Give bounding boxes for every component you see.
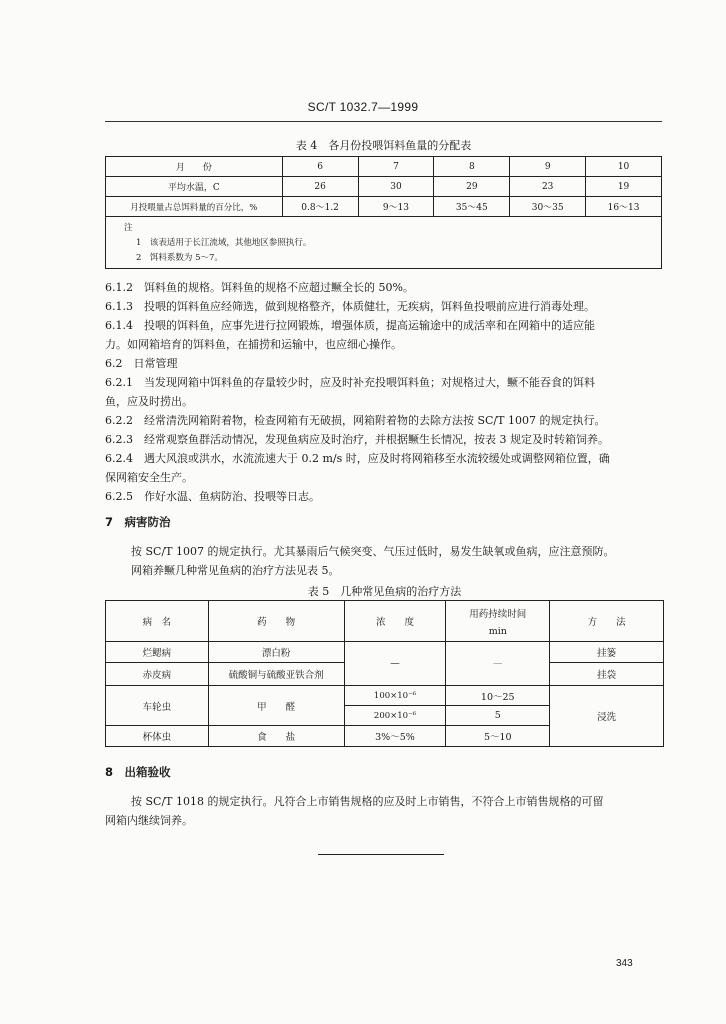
heading-6-2: 6.2 日常管理 [105,357,178,370]
table-cell: 29 [434,177,510,197]
concentration: 3%～5% [344,726,446,747]
duration: 5～10 [446,726,550,747]
para-6-2-3: 6.2.3 经常观察鱼群活动情况，发现鱼病应及时治疗，并根据鳜生长情况，按表 3 规定及时转箱饲养。 [105,433,609,446]
disease-name: 杯体虫 [106,726,209,747]
para-6-2-1-cont: 鱼，应及时捞出。 [105,395,193,408]
concentration: — [344,642,446,686]
row-label: 平均水温，C [106,177,283,197]
table4 [105,156,662,269]
table-cell: 8 [434,157,510,177]
section-8-line: 按 SC/T 1018 的规定执行。凡符合上市销售规格的应及时上市销售，不符合上市销售规格的可留 [131,795,604,808]
table-cell: 19 [586,177,662,197]
table-cell: 9～13 [358,197,434,217]
drug-name: 硫酸铜与硫酸亚铁合剂 [208,663,344,686]
drug-name: 漂白粉 [208,642,344,663]
method: 挂篓 [550,642,664,663]
para-6-2-5: 6.2.5 作好水温、鱼病防治、投喂等日志。 [105,490,320,503]
col-header-time [446,601,550,642]
col-header-name: 病 名 [106,601,209,642]
table-cell: 9 [510,157,586,177]
table-row [106,157,662,177]
para-6-1-2: 6.1.2 饵料鱼的规格。饵料鱼的规格不应超过鳜全长的 50%。 [105,281,414,294]
section-7-line: 网箱养鳜几种常见鱼病的治疗方法见表 5。 [131,564,340,577]
duration: — [446,642,550,686]
table-cell: 6 [282,157,358,177]
header-rule [105,121,662,122]
table-row [106,217,662,269]
note-item: 2 饵料系数为 5～7。 [136,253,223,263]
row-label: 月投喂量占总饵料量的百分比，% [106,197,283,217]
para-6-2-4: 6.2.4 遇大风浪或洪水，水流流速大于 0.2 m/s 时，应及时将网箱移至水流较缓处或调整网箱位置，确 [105,452,610,465]
duration: 10～25 [446,686,550,706]
duration: 5 [446,706,550,726]
table-cell: 7 [358,157,434,177]
para-6-2-1: 6.2.1 当发现网箱中饵料鱼的存量较少时，应及时补充投喂饵料鱼；对规格过大，鳜不能吞食的饵料 [105,376,595,389]
table-row [106,686,664,706]
table-row [106,642,664,663]
section-7-line: 按 SC/T 1007 的规定执行。尤其暴雨后气候突变、气压过低时，易发生缺氧或鱼病，应注意预防。 [131,545,615,558]
disease-name: 车轮虫 [106,686,209,726]
table-cell: 35～45 [434,197,510,217]
note-item: 1 该表适用于长江流域，其他地区参照执行。 [136,238,312,248]
page-number: 343 [616,958,633,969]
disease-name: 赤皮病 [106,663,209,686]
table-cell: 26 [282,177,358,197]
concentration: 200×10⁻⁶ [344,706,446,726]
section-7-title: 7 病害防治 [105,515,171,529]
method: 挂袋 [550,663,664,686]
table4-notes [106,217,662,269]
table-header-row [106,601,664,642]
col-header-conc: 浓 度 [344,601,446,642]
table-row [106,197,662,217]
para-6-1-4: 6.1.4 投喂的饵料鱼，应事先进行拉网锻炼，增强体质，提高运输途中的成活率和在网箱中的适应能 [105,319,595,332]
drug-name: 食 盐 [208,726,344,747]
table-cell: 23 [510,177,586,197]
method: 浸洗 [550,686,664,747]
section-8-line: 网箱内继续饲养。 [105,814,193,827]
note-title: 注 [124,223,133,233]
disease-name: 烂鳃病 [106,642,209,663]
table5-caption: 表 5 几种常见鱼病的治疗方法 [307,585,462,598]
col-header-drug: 药 物 [208,601,344,642]
table-cell: 0.8～1.2 [282,197,358,217]
table-cell: 16～13 [586,197,662,217]
end-rule [318,854,444,855]
running-header: SC/T 1032.7—1999 [307,100,419,114]
para-6-1-4-cont: 力。如网箱培育的饵料鱼，在捕捞和运输中，也应细心操作。 [105,338,402,351]
concentration: 100×10⁻⁶ [344,686,446,706]
para-6-2-4-cont: 保网箱安全生产。 [105,471,193,484]
table5 [105,600,664,747]
para-6-2-2: 6.2.2 经常清洗网箱附着物，检查网箱有无破损，网箱附着物的去除方法按 SC/T 1007 的规定执行。 [105,414,606,427]
table-cell: 30 [358,177,434,197]
table-row [106,177,662,197]
col-header-time-unit: min [488,625,507,637]
table4-caption: 表 4 各月份投喂饵料鱼量的分配表 [295,139,472,152]
col-header-time-label: 用药持续时间 [469,608,527,620]
para-6-1-3: 6.1.3 投喂的饵料鱼应经筛选，做到规格整齐，体质健壮，无疾病，饵料鱼投喂前应进行消毒处理。 [105,300,595,313]
row-label: 月 份 [106,157,283,177]
col-header-method: 方 法 [550,601,664,642]
table-cell: 30～35 [510,197,586,217]
table-cell: 10 [586,157,662,177]
section-8-title: 8 出箱验收 [105,765,171,779]
drug-name: 甲 醛 [208,686,344,726]
